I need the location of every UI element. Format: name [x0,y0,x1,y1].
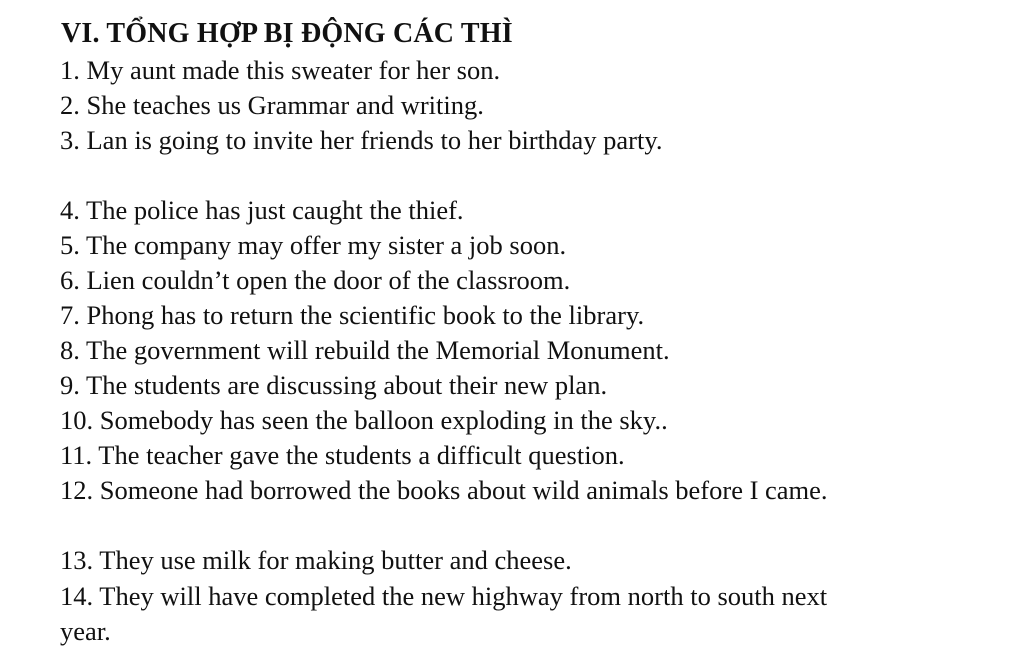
sentence-1: 1. My aunt made this sweater for her son. [60,55,501,85]
sentence-7: 7. Phong has to return the scientific book to the library. [60,300,645,330]
sentence-13: 13. They use milk for making butter and cheese. [60,545,572,575]
sentence-8: 8. The government will rebuild the Memorial Monument. [60,335,670,365]
sentence-11: 11. The teacher gave the students a difficult question. [60,440,625,470]
sentence-6: 6. Lien couldn’t open the door of the classroom. [60,265,571,295]
sentence-3: 3. Lan is going to invite her friends to her birthday party. [60,125,663,155]
sentence-14: 14. They will have completed the new highway from north to south next [60,581,828,611]
sentence-9: 9. The students are discussing about their new plan. [60,370,608,400]
sentence-14-continued: year. [60,616,111,646]
sentence-4: 4. The police has just caught the thief. [60,195,464,225]
section-title: VI. TỔNG HỢP BỊ ĐỘNG CÁC THÌ [61,18,513,49]
sentence-5: 5. The company may offer my sister a job soon. [60,230,567,260]
sentence-2: 2. She teaches us Grammar and writing. [60,90,484,120]
sentence-10: 10. Somebody has seen the balloon exploding in the sky.. [60,405,668,435]
sentence-12: 12. Someone had borrowed the books about wild animals before I came. [60,475,828,505]
